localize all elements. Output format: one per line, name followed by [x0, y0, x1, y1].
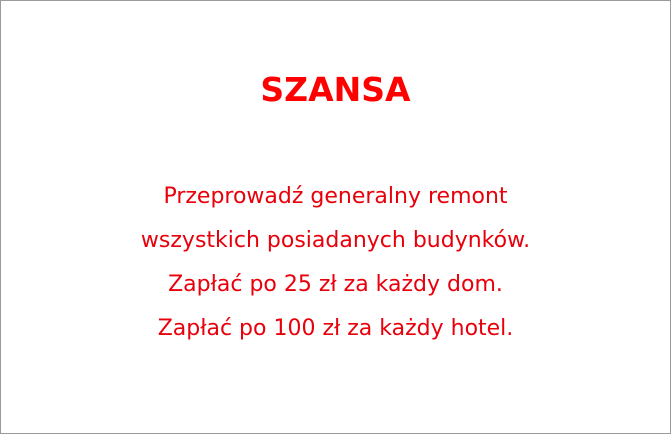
- card-title: SZANSA: [260, 70, 411, 109]
- card-text-line: Zapłać po 100 zł za każdy hotel.: [157, 316, 514, 341]
- card-text-line: Zapłać po 25 zł za każdy dom.: [168, 272, 503, 297]
- card-text-line: Przeprowadź generalny remont: [163, 184, 508, 209]
- card-text-line: wszystkich posiadanych budynków.: [140, 228, 531, 253]
- card-body: [1, 175, 670, 351]
